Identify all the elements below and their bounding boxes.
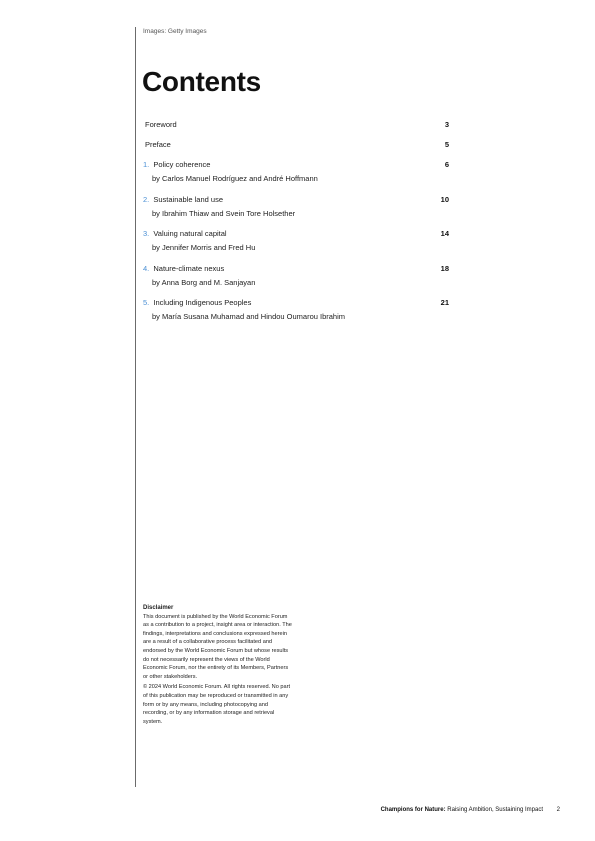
toc-item-number: 2. <box>143 194 150 204</box>
toc-item-authors: by Ibrahim Thiaw and Svein Tore Holsether <box>152 208 296 218</box>
image-credit: Images: Getty Images <box>143 28 207 35</box>
toc-item-label[interactable]: Valuing natural capital <box>153 229 227 238</box>
toc-item-authors: by Carlos Manuel Rodríguez and André Hoffmann <box>152 174 318 183</box>
toc-item-number: 5. <box>143 298 150 307</box>
toc-item-number: 4. <box>143 263 150 273</box>
copyright-notice: © 2024 World Economic Forum. All rights reserved. No part of this publication may be reproduced or transmitted in any form or by any means, including photocopying and recording, or by any information storage and retrieval system. <box>143 684 291 725</box>
footer-publication-subtitle: Raising Ambition, Sustaining Impact <box>447 807 543 813</box>
page-footer <box>381 807 560 813</box>
margin-rule <box>135 27 136 787</box>
toc-item-number: 3. <box>143 229 150 238</box>
toc-item-chapter-5[interactable] <box>143 298 449 333</box>
toc-item-label[interactable]: Including Indigenous Peoples <box>153 298 252 307</box>
toc-item-chapter-2[interactable] <box>143 195 449 230</box>
page-number: 2 <box>556 807 560 813</box>
toc-item-authors: by María Susana Muhamad and Hindou Oumarou Ibrahim <box>152 312 346 321</box>
toc-item-label[interactable]: Preface <box>145 140 171 149</box>
toc-item-number: 1. <box>143 160 150 169</box>
toc-item-chapter-1[interactable] <box>143 160 449 195</box>
toc-item-label[interactable]: Policy coherence <box>153 160 211 169</box>
toc-item-page: 6 <box>444 160 449 169</box>
toc-item-authors: by Anna Borg and M. Sanjayan <box>152 277 256 287</box>
disclaimer-body: This document is published by the World Economic Forum as a contribution to a project, insight area or interaction. The findings, interpretations and conclusions expressed herein are a result of a collaborative process facilitated and endorsed by the World Economic Forum but whose results do not necessarily represent the views of the World Economic Forum, nor the entirety of its Members, Partners or other stakeholders. <box>143 613 292 680</box>
toc-item-label[interactable]: Foreword <box>145 120 177 129</box>
toc-item-preface[interactable] <box>143 140 449 160</box>
page-title: Contents <box>142 66 261 97</box>
table-of-contents <box>143 120 449 333</box>
toc-item-chapter-3[interactable] <box>143 229 449 264</box>
footer-publication-title: Champions for Nature: <box>380 807 446 813</box>
toc-item-page: 18 <box>440 263 449 273</box>
toc-item-authors: by Jennifer Morris and Fred Hu <box>152 243 256 252</box>
toc-item-page: 3 <box>444 120 449 129</box>
disclaimer <box>143 604 293 726</box>
toc-item-page: 10 <box>440 194 449 204</box>
toc-item-label[interactable]: Nature-climate nexus <box>153 263 225 273</box>
toc-item-label[interactable]: Sustainable land use <box>153 194 223 204</box>
toc-item-foreword[interactable] <box>143 120 449 140</box>
toc-item-page: 14 <box>440 229 449 238</box>
disclaimer-heading: Disclaimer <box>143 605 174 611</box>
toc-item-page: 5 <box>444 140 449 149</box>
toc-item-chapter-4[interactable] <box>143 264 449 299</box>
toc-item-page: 21 <box>440 298 449 307</box>
